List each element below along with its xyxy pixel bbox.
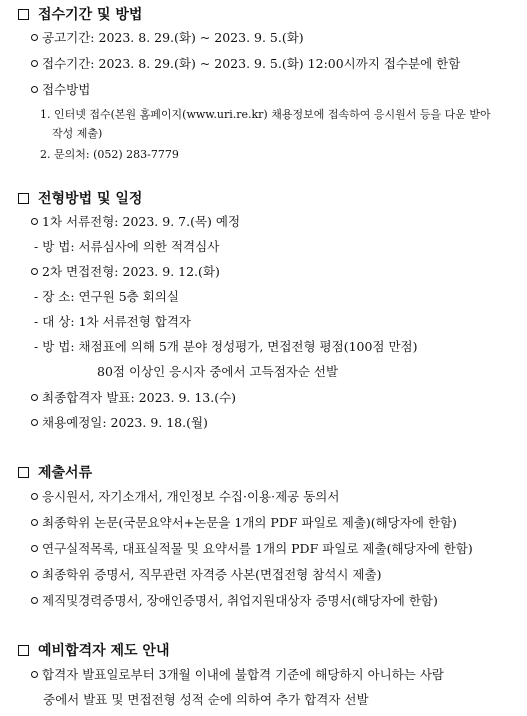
list-item: 1차 서류전형: 2023. 9. 7.(목) 예정 — [31, 213, 240, 231]
list-item: 접수기간: 2023. 8. 29.(화) ~ 2023. 9. 5.(화) 12:00시까지 접수분에 한함 — [31, 55, 460, 73]
circle-bullet-icon — [31, 268, 38, 275]
circle-bullet-icon — [31, 34, 38, 41]
circle-bullet-icon — [31, 394, 38, 401]
checkbox-square-icon — [18, 645, 29, 656]
list-item: 합격자 발표일로부터 3개월 이내에 불합격 기준에 해당하지 아니하는 사람 — [31, 666, 444, 684]
list-item: 중에서 발표 및 면접전형 성적 순에 의하여 추가 합격자 선발 — [43, 692, 369, 707]
circle-bullet-icon — [31, 60, 38, 67]
list-item: 80점 이상인 응시자 중에서 고득점자순 선발 — [97, 364, 339, 379]
list-item: - 방 법: 채점표에 의해 5개 분야 정성평가, 면접전형 평점(100점 만점) — [34, 339, 418, 354]
circle-bullet-icon — [31, 571, 38, 578]
list-item: - 방 법: 서류심사에 의한 적격심사 — [34, 239, 220, 254]
checkbox-square-icon — [18, 9, 29, 20]
list-item: - 대 상: 1차 서류전형 합격자 — [34, 314, 192, 329]
section-heading-documents — [18, 462, 92, 482]
list-item: 2차 면접전형: 2023. 9. 12.(화) — [31, 263, 220, 281]
list-item: 최종학위 증명서, 직무관련 자격증 사본(면접전형 참석시 제출) — [31, 566, 381, 584]
circle-bullet-icon — [31, 493, 38, 500]
list-item: 채용예정일: 2023. 9. 18.(월) — [31, 414, 208, 432]
list-item: 공고기간: 2023. 8. 29.(화) ~ 2023. 9. 5.(화) — [31, 29, 304, 47]
list-item: 작성 제출) — [52, 127, 103, 140]
list-item: 2. 문의처: (052) 283-7779 — [40, 148, 179, 161]
checkbox-square-icon — [18, 467, 29, 478]
circle-bullet-icon — [31, 519, 38, 526]
section-heading-application — [18, 4, 142, 24]
section-heading-reserve — [18, 640, 169, 660]
section-title: 접수기간 및 방법 — [38, 7, 143, 23]
list-item: 최종합격자 발표: 2023. 9. 13.(수) — [31, 389, 236, 407]
circle-bullet-icon — [31, 671, 38, 678]
circle-bullet-icon — [31, 545, 38, 552]
list-item: 응시원서, 자기소개서, 개인정보 수집·이용·제공 동의서 — [31, 488, 339, 506]
circle-bullet-icon — [31, 218, 38, 225]
list-item: - 장 소: 연구원 5층 회의실 — [34, 289, 179, 304]
list-item: 연구실적목록, 대표실적물 및 요약서를 1개의 PDF 파일로 제출(해당자에 한함) — [31, 540, 473, 558]
section-heading-screening — [18, 188, 142, 208]
circle-bullet-icon — [31, 86, 38, 93]
list-item: 1. 인터넷 접수(본원 홈페이지(www.uri.re.kr) 채용정보에 접속하여 응시원서 등을 다운 받아 — [40, 108, 491, 121]
section-title: 전형방법 및 일정 — [38, 191, 143, 207]
section-title: 제출서류 — [38, 465, 93, 481]
list-item: 접수방법 — [31, 81, 90, 99]
checkbox-square-icon — [18, 193, 29, 204]
section-title: 예비합격자 제도 안내 — [38, 643, 170, 659]
circle-bullet-icon — [31, 419, 38, 426]
list-item: 제직및경력증명서, 장애인증명서, 취업지원대상자 증명서(해당자에 한함) — [31, 592, 438, 610]
list-item: 최종학위 논문(국문요약서+논문을 1개의 PDF 파일로 제출)(해당자에 한함) — [31, 514, 457, 532]
circle-bullet-icon — [31, 597, 38, 604]
